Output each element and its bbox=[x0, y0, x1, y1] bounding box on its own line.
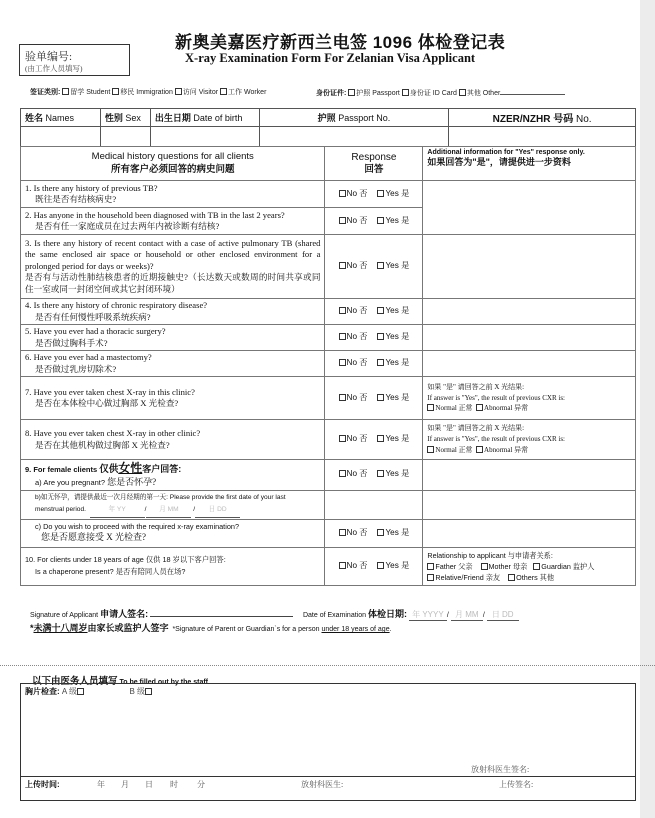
header-dob: 出生日期 Date of birth bbox=[150, 109, 259, 127]
no-option[interactable]: No 否 bbox=[339, 261, 368, 270]
staff-section-title: 以下由医务人员填写 To be filled out by the staff bbox=[32, 676, 209, 687]
yes-option[interactable]: Yes 是 bbox=[377, 261, 409, 270]
checkbox-icon[interactable] bbox=[339, 562, 346, 569]
checkbox-icon[interactable] bbox=[377, 562, 384, 569]
checkbox-icon[interactable] bbox=[377, 435, 384, 442]
exam-month-input[interactable]: 月 MM bbox=[451, 609, 483, 621]
names-input[interactable] bbox=[21, 127, 101, 147]
other-id-input[interactable] bbox=[500, 87, 565, 95]
checkbox-icon[interactable] bbox=[377, 359, 384, 366]
question-2: 2. Has anyone in the household been diagnosed with TB in the last 2 years? 是否有任一家庭成员在过去两年内被诊断有结核? bbox=[21, 208, 325, 235]
additional-info-9a[interactable] bbox=[423, 460, 636, 491]
dob-input[interactable] bbox=[150, 127, 259, 147]
checkbox-icon[interactable] bbox=[427, 446, 434, 453]
checkbox-icon[interactable] bbox=[339, 435, 346, 442]
signature-row: Signature of Applicant 申请人签名: Date of Examination 体检日期: 年 YYYY / 月 MM / 日 DD bbox=[30, 607, 519, 621]
cut-line-divider bbox=[0, 665, 655, 666]
id-document-row bbox=[316, 87, 565, 98]
additional-info-3[interactable] bbox=[423, 235, 636, 299]
no-option[interactable]: No 否 bbox=[339, 189, 368, 198]
yes-option[interactable]: Yes 是 bbox=[377, 561, 409, 570]
checkbox-icon[interactable] bbox=[220, 88, 227, 95]
additional-info-9b[interactable] bbox=[423, 490, 636, 519]
relation-relative-friend[interactable]: Relative/Friend 亲友 bbox=[427, 573, 500, 582]
no-option[interactable]: No 否 bbox=[339, 528, 368, 537]
visa-option-student[interactable]: 留学 Student bbox=[62, 89, 110, 96]
no-option[interactable]: No 否 bbox=[339, 358, 368, 367]
question-row-9b bbox=[21, 490, 636, 519]
upload-day: 日 bbox=[145, 780, 153, 789]
response-10 bbox=[325, 547, 423, 585]
visa-option-worker[interactable]: 工作 Worker bbox=[220, 89, 266, 96]
checkbox-icon[interactable] bbox=[377, 262, 384, 269]
question-9a: 9. For female clients 仅供女性客户回答: a) Are you pregnant? 您是否怀孕? bbox=[21, 460, 325, 491]
response-3 bbox=[325, 235, 423, 299]
checkbox-icon[interactable] bbox=[339, 333, 346, 340]
question-7: 7. Have you ever taken chest X-ray in this clinic? 是否在本体检中心做过胸部 X 光检查? bbox=[21, 377, 325, 420]
yes-option[interactable]: Yes 是 bbox=[377, 469, 409, 478]
yes-option[interactable]: Yes 是 bbox=[377, 528, 409, 537]
response-5 bbox=[325, 325, 423, 351]
additional-info-5[interactable] bbox=[423, 325, 636, 351]
checkbox-icon[interactable] bbox=[481, 563, 488, 570]
no-option[interactable]: No 否 bbox=[339, 332, 368, 341]
visa-option-immigration[interactable]: 移民 Immigration bbox=[112, 89, 173, 96]
checkbox-icon[interactable] bbox=[402, 89, 409, 96]
yes-option[interactable]: Yes 是 bbox=[377, 358, 409, 367]
checkbox-icon[interactable] bbox=[377, 470, 384, 477]
question-8: 8. Have you ever taken chest X-ray in other clinic? 是否在其他机构做过胸部 X 光检查? bbox=[21, 420, 325, 460]
response-4 bbox=[325, 299, 423, 325]
checkbox-icon[interactable] bbox=[459, 89, 466, 96]
abnormal-option[interactable]: Abnormal 异常 bbox=[476, 446, 528, 454]
checkbox-icon[interactable] bbox=[476, 404, 483, 411]
radiologist-label: 放射科医生: bbox=[301, 780, 344, 789]
checkbox-icon[interactable] bbox=[339, 529, 346, 536]
relationship-cell: Relationship to applicant 与申请者关系: Father 父亲 Mother 母亲 Guardian 监护人 Relative/Friend 亲友 Others 其他 bbox=[423, 547, 636, 585]
yes-option[interactable]: Yes 是 bbox=[377, 332, 409, 341]
question-row-7 bbox=[21, 377, 636, 420]
reference-number-note: (由工作人员填写) bbox=[25, 64, 83, 73]
yes-option[interactable]: Yes 是 bbox=[377, 306, 409, 315]
questions-header: Medical history questions for all clients 所有客户必须回答的病史问题 bbox=[21, 147, 325, 181]
yes-option[interactable]: Yes 是 bbox=[377, 434, 409, 443]
upload-minute: 分 bbox=[197, 780, 205, 789]
visa-type-label: 签证类别: bbox=[30, 89, 61, 96]
id-option-idcard[interactable]: 身份证 ID Card bbox=[402, 90, 457, 97]
no-option[interactable]: No 否 bbox=[339, 469, 368, 478]
additional-info-8: 如果 "是" 请回答之前 X 光结果: If answer is "Yes", the result of previous CXR is: Normal 正常 Abnormal 异常 bbox=[423, 420, 636, 460]
checkbox-icon[interactable] bbox=[377, 394, 384, 401]
checkbox-icon[interactable] bbox=[377, 217, 384, 224]
grade-a-option[interactable]: A 级 bbox=[62, 687, 85, 696]
abnormal-option[interactable]: Abnormal 异常 bbox=[476, 404, 528, 412]
header-sex: 性别 Sex bbox=[100, 109, 150, 127]
id-option-passport[interactable]: 护照 Passport bbox=[348, 90, 400, 97]
yes-option[interactable]: Yes 是 bbox=[377, 393, 409, 402]
no-option[interactable]: No 否 bbox=[339, 561, 368, 570]
checkbox-icon[interactable] bbox=[508, 574, 515, 581]
upload-signature-label: 上传签名: bbox=[499, 780, 534, 789]
question-row-9c bbox=[21, 519, 636, 547]
checkbox-icon[interactable] bbox=[339, 470, 346, 477]
reference-number-box[interactable] bbox=[19, 44, 130, 76]
yes-option[interactable]: Yes 是 bbox=[377, 189, 409, 198]
checkbox-icon[interactable] bbox=[339, 190, 346, 197]
question-row-9a bbox=[21, 460, 636, 491]
checkbox-icon[interactable] bbox=[476, 446, 483, 453]
question-4: 4. Is there any history of chronic respiratory disease? 是否有任何慢性呼吸系统疾病? bbox=[21, 299, 325, 325]
period-month-input[interactable]: 月 MM bbox=[146, 504, 191, 518]
response-8 bbox=[325, 420, 423, 460]
response-header: Response 回答 bbox=[325, 147, 423, 181]
question-row-10 bbox=[21, 547, 636, 585]
question-row-3 bbox=[21, 235, 636, 299]
additional-info-4[interactable] bbox=[423, 299, 636, 325]
checkbox-icon[interactable] bbox=[427, 563, 434, 570]
visa-type-row bbox=[30, 87, 266, 97]
additional-info-6[interactable] bbox=[423, 351, 636, 377]
applicant-signature-input[interactable] bbox=[150, 609, 293, 617]
yes-option[interactable]: Yes 是 bbox=[377, 216, 409, 225]
visa-option-visitor[interactable]: 访问 Visitor bbox=[175, 89, 218, 96]
checkbox-icon[interactable] bbox=[77, 688, 84, 695]
sex-input[interactable] bbox=[100, 127, 150, 147]
nzer-input[interactable] bbox=[449, 127, 636, 147]
checkbox-icon[interactable] bbox=[377, 307, 384, 314]
relation-guardian[interactable]: Guardian 监护人 bbox=[533, 562, 594, 571]
additional-info-9c[interactable] bbox=[423, 519, 636, 547]
header-passport: 护照 Passport No. bbox=[259, 109, 449, 127]
checkbox-icon[interactable] bbox=[339, 394, 346, 401]
question-10: 10. For clients under 18 years of age 仅供 18 岁以下客户回答: Is a chaperone present? 是否有陪同人员在场? bbox=[21, 547, 325, 585]
no-option[interactable]: No 否 bbox=[339, 393, 368, 402]
normal-option[interactable]: Normal 正常 bbox=[427, 404, 472, 412]
applicant-info-table bbox=[20, 108, 636, 147]
relation-others[interactable]: Others 其他 bbox=[508, 573, 554, 582]
question-9b: b)如无怀孕，请提供最近一次月经期的第一天: Please provide the first date of your last menstrual period. 年 YY / 月 MM / 日 DD bbox=[21, 490, 325, 519]
page-margin bbox=[640, 0, 655, 818]
exam-year-input[interactable]: 年 YYYY bbox=[409, 609, 447, 621]
header-names: 姓名 Names bbox=[21, 109, 101, 127]
checkbox-icon[interactable] bbox=[62, 88, 69, 95]
checkbox-icon[interactable] bbox=[377, 190, 384, 197]
upload-month: 月 bbox=[121, 780, 129, 789]
checkbox-icon[interactable] bbox=[175, 88, 182, 95]
checkbox-icon[interactable] bbox=[112, 88, 119, 95]
upload-year: 年 bbox=[97, 780, 105, 789]
response-2 bbox=[325, 208, 423, 235]
relation-father[interactable]: Father 父亲 bbox=[427, 562, 472, 571]
checkbox-icon[interactable] bbox=[339, 359, 346, 366]
staff-divider bbox=[21, 776, 635, 777]
period-day-input[interactable]: 日 DD bbox=[195, 504, 240, 518]
additional-info-7: 如果 "是" 请回答之前 X 光结果: If answer is "Yes", the result of previous CXR is: Normal 正常 Abnormal 异常 bbox=[423, 377, 636, 420]
id-document-label: 身份证件: bbox=[316, 90, 347, 97]
question-3: 3. Is there any history of recent contact with a case of active pulmonary TB (shared the same enclosed air space or household or other enclosed environment for a prolonged period for days or weeks)? 是否有与活动性肺结核患者的近期接触史?（长达数天或数周的时间共享或同住一室或同一封闭空间或其它封闭环境） bbox=[21, 235, 325, 299]
response-7 bbox=[325, 377, 423, 420]
checkbox-icon[interactable] bbox=[339, 307, 346, 314]
question-row-5 bbox=[21, 325, 636, 351]
checkbox-icon[interactable] bbox=[377, 529, 384, 536]
response-9b bbox=[325, 490, 423, 519]
question-1: 1. Is there any history of previous TB? 既往是否有结核病史? bbox=[21, 181, 325, 208]
passport-input[interactable] bbox=[259, 127, 449, 147]
upload-hour: 时 bbox=[170, 780, 178, 789]
upload-time-label: 上传时间: bbox=[25, 780, 60, 789]
relation-mother[interactable]: Mother 母亲 bbox=[481, 562, 528, 571]
reference-number-label: 验单编号: bbox=[25, 51, 73, 63]
staff-section-box bbox=[20, 683, 636, 801]
checkbox-icon[interactable] bbox=[348, 89, 355, 96]
no-option[interactable]: No 否 bbox=[339, 306, 368, 315]
response-6 bbox=[325, 351, 423, 377]
checkbox-icon[interactable] bbox=[533, 563, 540, 570]
guardian-note: *未满十八周岁由家长或监护人签字 *Signature of Parent or Guardian`s for a person under 18 years of age. bbox=[30, 623, 392, 633]
id-option-other[interactable]: 其他 Other bbox=[459, 90, 500, 97]
checkbox-icon[interactable] bbox=[377, 333, 384, 340]
no-option[interactable]: No 否 bbox=[339, 434, 368, 443]
checkbox-icon[interactable] bbox=[427, 574, 434, 581]
checkbox-icon[interactable] bbox=[145, 688, 152, 695]
question-6: 6. Have you ever had a mastectomy? 是否做过乳房切除术? bbox=[21, 351, 325, 377]
checkbox-icon[interactable] bbox=[339, 262, 346, 269]
form-title-cn: 新奥美嘉医疗新西兰电签 1096 体检登记表 bbox=[175, 33, 506, 52]
normal-option[interactable]: Normal 正常 bbox=[427, 446, 472, 454]
header-nzer: NZER/NZHR 号码 No. bbox=[449, 109, 636, 127]
period-year-input[interactable]: 年 YY bbox=[90, 504, 145, 518]
response-1 bbox=[325, 181, 423, 208]
chest-xray-check-row: 胸片检查: A 级 B 级 bbox=[25, 686, 153, 697]
additional-info-1-2[interactable] bbox=[423, 181, 636, 235]
response-9c bbox=[325, 519, 423, 547]
question-row-4 bbox=[21, 299, 636, 325]
checkbox-icon[interactable] bbox=[339, 217, 346, 224]
radiologist-signature-label: 放射科医生签名: bbox=[471, 765, 530, 774]
question-row-1 bbox=[21, 181, 636, 208]
grade-b-option[interactable]: B 级 bbox=[130, 687, 154, 696]
form-title-en: X-ray Examination Form For Zelanian Visa Applicant bbox=[185, 51, 476, 65]
additional-info-header: Additional information for "Yes" response only. 如果回答为"是"，请提供进一步资料 bbox=[423, 147, 636, 181]
question-row-8 bbox=[21, 420, 636, 460]
question-row-6 bbox=[21, 351, 636, 377]
no-option[interactable]: No 否 bbox=[339, 216, 368, 225]
response-9a bbox=[325, 460, 423, 491]
question-5: 5. Have you ever had a thoracic surgery? 是否做过胸科手术? bbox=[21, 325, 325, 351]
question-9c: c) Do you wish to proceed with the required x-ray examination? 您是否愿意接受 X 光检查? bbox=[21, 519, 325, 547]
checkbox-icon[interactable] bbox=[427, 404, 434, 411]
medical-history-table bbox=[20, 146, 636, 586]
exam-day-input[interactable]: 日 DD bbox=[487, 609, 519, 621]
